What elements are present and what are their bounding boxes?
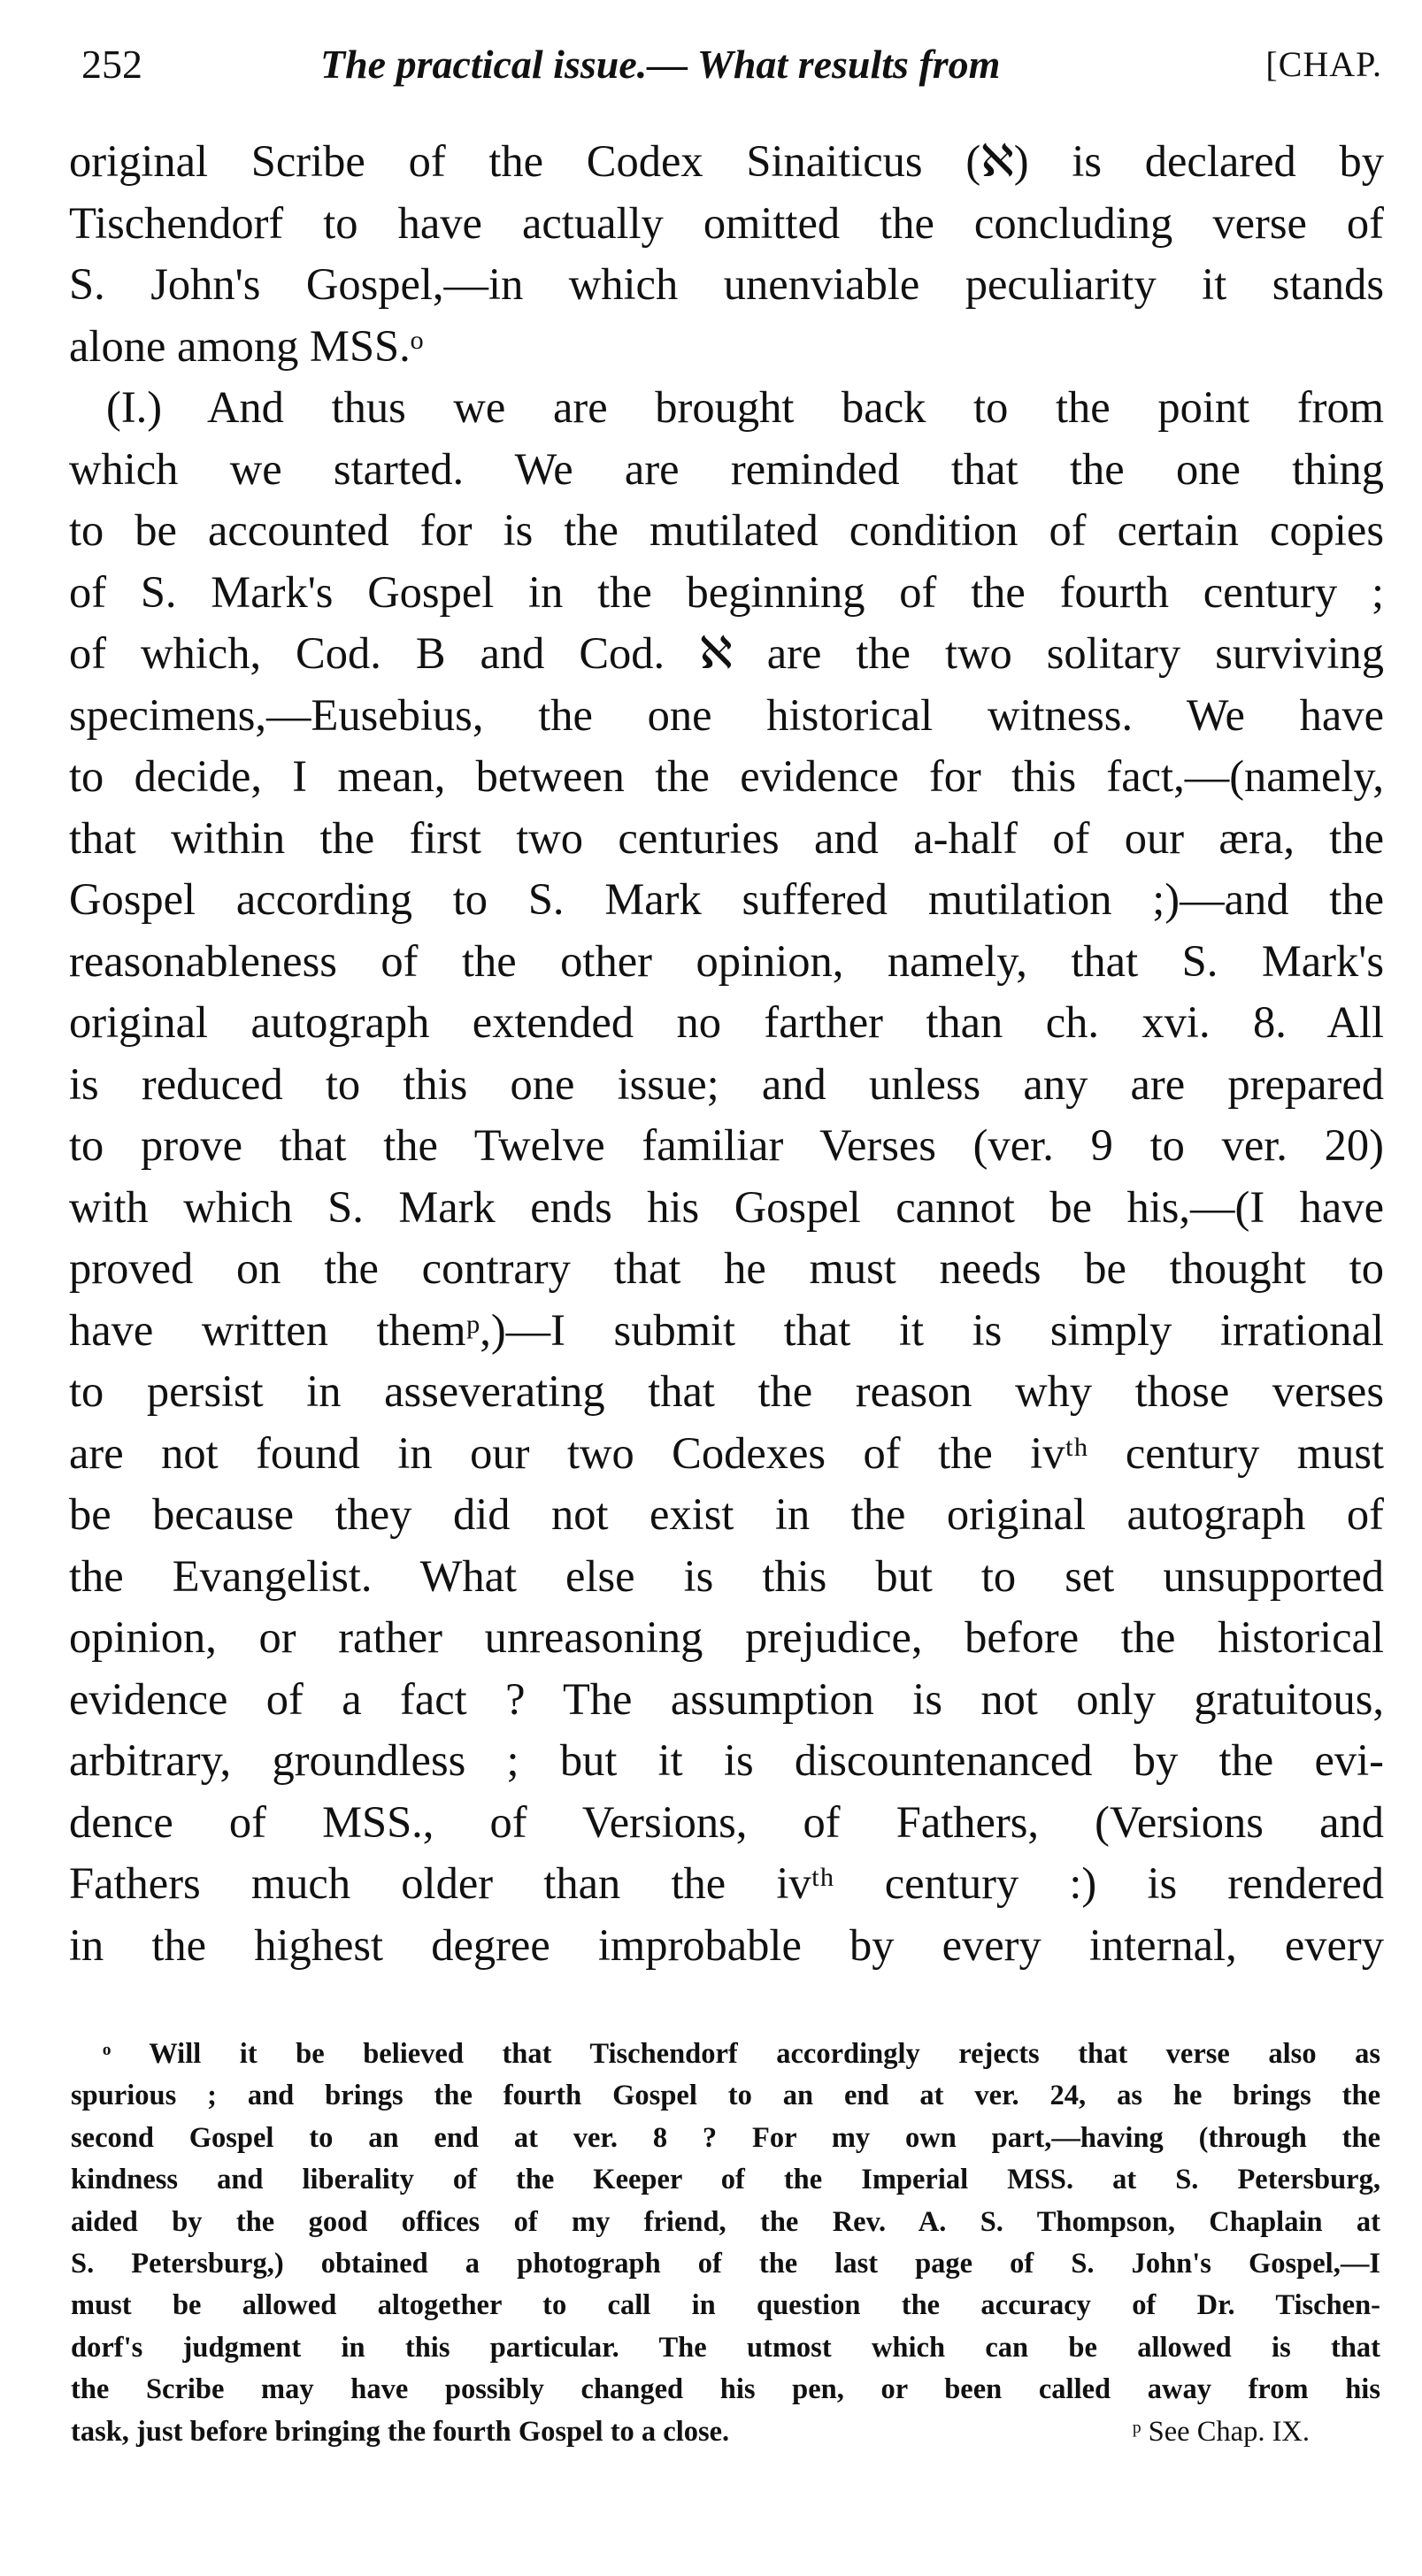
footnote-line: second Gospel to an end at ver. 8 ? For my own part,—having (through the <box>71 2121 1380 2154</box>
body-line: specimens,—Eusebius, the one historical witness. We have <box>69 689 1384 740</box>
running-header <box>81 34 1382 96</box>
footnote-line: must be allowed altogether to call in question the accuracy of Dr. Tischen- <box>71 2289 1380 2322</box>
body-line: of S. Mark's Gospel in the beginning of the fourth century ; <box>69 566 1384 617</box>
body-line: Fathers much older than the ivᵗʰ century :) is rendered <box>69 1858 1384 1908</box>
footnote-last-text: task, just before bringing the fourth Gospel to a close. <box>71 2415 730 2448</box>
body-line: alone among MSS.ᵒ <box>69 320 424 371</box>
body-line: original autograph extended no farther than ch. xvi. 8. All <box>69 997 1384 1047</box>
body-line: original Scribe of the Codex Sinaiticus (ℵ) is declared by <box>69 136 1384 186</box>
footnote-line: the Scribe may have possibly changed his pen, or been called away from his <box>71 2373 1380 2406</box>
body-line: which we started. We are reminded that the one thing <box>69 443 1384 494</box>
chapter-marker: [CHAP. <box>1265 44 1382 84</box>
body-line: arbitrary, groundless ; but it is discountenanced by the evi- <box>69 1735 1384 1785</box>
body-text <box>69 131 1384 1976</box>
footnote-line: spurious ; and brings the fourth Gospel to an end at ver. 24, as he brings the <box>71 2080 1380 2112</box>
body-line: dence of MSS., of Versions, of Fathers, (Versions and <box>69 1796 1384 1847</box>
footnote-line: ᵒ Will it be believed that Tischendorf accordingly rejects that verse also as <box>103 2038 1380 2070</box>
body-line: Tischendorf to have actually omitted the concluding verse of <box>69 197 1384 248</box>
body-line: reasonableness of the other opinion, namely, that S. Mark's <box>69 935 1384 986</box>
body-line: Gospel according to S. Mark suffered mutilation ;)—and the <box>69 874 1384 924</box>
body-line: the Evangelist. What else is this but to set unsupported <box>69 1550 1384 1601</box>
footnote-line: kindness and liberality of the Keeper of the Imperial MSS. at S. Petersburg, <box>71 2164 1380 2196</box>
body-line: opinion, or rather unreasoning prejudice, before the historical <box>69 1612 1384 1662</box>
footnote-line: S. Petersburg,) obtained a photograph of the last page of S. John's Gospel,—I <box>71 2247 1380 2280</box>
body-line: to decide, I mean, between the evidence for this fact,—(namely, <box>69 751 1384 801</box>
body-line: be because they did not exist in the original autograph of <box>69 1489 1384 1539</box>
body-line: that within the first two centuries and a-half of our æra, the <box>69 812 1384 863</box>
body-line: proved on the contrary that he must needs be thought to <box>69 1243 1384 1293</box>
footnotes <box>71 2034 1380 2453</box>
body-line: to persist in asseverating that the reason why those verses <box>69 1366 1384 1416</box>
body-line: evidence of a fact ? The assumption is not only gratuitous, <box>69 1673 1384 1724</box>
footnote-line: dorf's judgment in this particular. The utmost which can be allowed is that <box>71 2331 1380 2364</box>
footnote-line <box>71 2411 1380 2453</box>
body-line: in the highest degree improbable by every internal, every <box>69 1919 1384 1970</box>
body-line: are not found in our two Codexes of the ivᵗʰ century must <box>69 1427 1384 1478</box>
body-line: with which S. Mark ends his Gospel cannot be his,—(I have <box>69 1181 1384 1232</box>
body-line: to prove that the Twelve familiar Verses (ver. 9 to ver. 20) <box>69 1120 1384 1170</box>
body-line: have written themᵖ,)—I submit that it is simply irrational <box>69 1304 1384 1355</box>
body-line: is reduced to this one issue; and unless any are prepared <box>69 1058 1384 1109</box>
page-number: 252 <box>81 42 142 87</box>
body-line: (I.) And thus we are brought back to the point from <box>106 382 1384 432</box>
body-line: of which, Cod. B and Cod. ℵ are the two solitary surviving <box>69 628 1384 678</box>
body-line: S. John's Gospel,—in which unenviable peculiarity it stands <box>69 259 1384 309</box>
running-title: The practical issue.— What results from <box>320 42 1001 87</box>
footnote-line: aided by the good offices of my friend, the Rev. A. S. Thompson, Chaplain at <box>71 2205 1380 2238</box>
footnote-p: ᵖ See Chap. IX. <box>1132 2415 1310 2448</box>
body-line: to be accounted for is the mutilated condition of certain copies <box>69 505 1384 555</box>
